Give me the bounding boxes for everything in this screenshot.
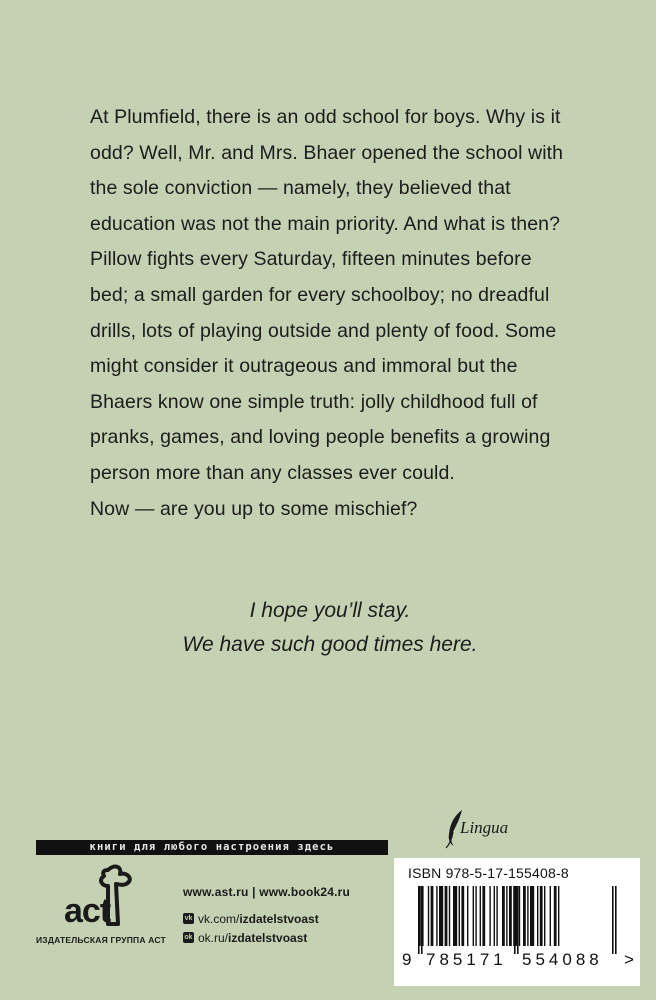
publisher-links: [183, 885, 350, 947]
quote-line-1: I hope you’ll stay.: [249, 599, 411, 622]
ast-logo-text: act: [64, 892, 111, 930]
barcode-digit-first: 9: [402, 950, 412, 969]
barcode-arrow: >: [624, 950, 634, 969]
quote-line-2: We have such good times here.: [182, 633, 478, 656]
slogan-band: книги для любого настроения здесь: [36, 840, 388, 855]
ok-link: [183, 928, 350, 947]
vk-icon: vk: [184, 915, 193, 922]
isbn-label: ISBN 978-5-17-155408-8: [408, 865, 569, 881]
odnoklassniki-icon: ok: [184, 934, 193, 941]
blurb-closing-line: Now — are you up to some mischief?: [90, 497, 418, 520]
barcode-digits-right: 554088: [522, 950, 603, 969]
lingua-logo: [440, 808, 530, 850]
barcode-digits-left: 785171: [426, 950, 507, 969]
vk-link: [183, 909, 350, 928]
ast-logo: [58, 862, 138, 932]
vk-handle: izdatelstvoast: [239, 911, 319, 926]
website-links: www.ast.ru | www.book24.ru: [183, 885, 351, 899]
barcode-bars: [418, 886, 618, 956]
vk-prefix: vk.com/: [198, 911, 240, 926]
italic-quote: [90, 594, 570, 662]
lingua-logo-text: Lingua: [460, 818, 509, 837]
ok-handle: izdatelstvoast: [228, 930, 308, 945]
ok-prefix: ok.ru/: [198, 930, 229, 945]
barcode-box: [394, 858, 640, 986]
back-cover-blurb: [90, 100, 570, 527]
blurb-paragraph: At Plumfield, there is an odd school for boys. Why is it odd? Well, Mr. and Mrs. Bhaer opened the school with the sole conviction — namely, they believed that education was not the main priority. And what is then? Pillow fights every Saturday, fifteen minutes before bed; a small garden for every schoolboy; no dreadful drills, lots of playing outside and plenty of food. Some might consider it outrageous and immoral but the Bhaers know one simple truth: jolly childhood full of pranks, games, and loving people benefits a growing person more than any classes ever could.: [90, 106, 564, 484]
ast-caption: ИЗДАТЕЛЬСКАЯ ГРУППА АСТ: [36, 935, 166, 945]
